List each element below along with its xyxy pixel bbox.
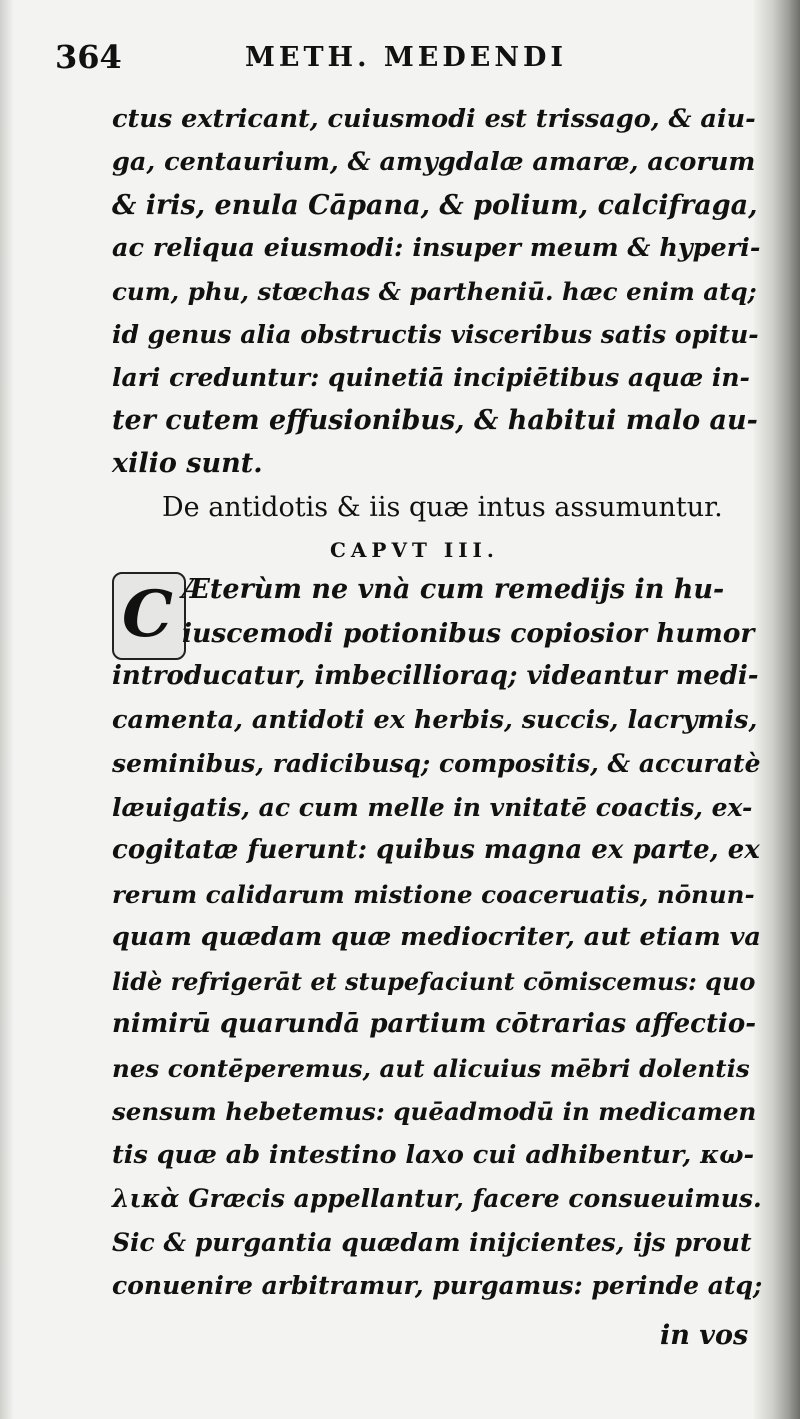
- catchword: in vos: [660, 1320, 749, 1351]
- text-line: cum, phu, stœchas & partheniū. hæc enim atq;: [112, 277, 757, 306]
- text-line: iuscemodi potionibus copiosior humor: [182, 617, 755, 649]
- text-line: Sic & purgantia quædam inijcientes, ijs prout: [112, 1227, 752, 1257]
- text-line: nes contēperemus, aut alicuius mēbri dolentis: [112, 1053, 750, 1083]
- paragraph-2: [112, 568, 762, 1308]
- text-line: camenta, antidoti ex herbis, succis, lacrymis,: [112, 704, 758, 735]
- text-line: tis quæ ab intestino laxo cui adhibentur, κω-: [112, 1139, 755, 1170]
- paragraph-1: [112, 98, 762, 485]
- text-line: læuigatis, ac cum melle in vnitatē coactis, ex-: [112, 792, 753, 822]
- text-line: lidè refrigerāt et stupefaciunt cōmiscemus: quo: [112, 966, 756, 996]
- text-line: nimirū quarundā partium cōtrarias affectio-: [112, 1009, 756, 1039]
- scan-edge-shadow: [0, 0, 14, 1419]
- initial-letter: C: [122, 577, 173, 652]
- text-line: conuenire arbitramur, purgamus: perinde atq;: [112, 1271, 763, 1300]
- text-line: seminibus, radicibusq; compositis, & accuratè: [112, 749, 761, 778]
- page-header: [55, 38, 745, 78]
- section-heading: De antidotis & iis quæ intus assumuntur.: [162, 492, 723, 523]
- text-line: sensum hebetemus: quēadmodū in medicamen: [112, 1097, 757, 1126]
- page-number: 364: [55, 38, 122, 76]
- text-line: quam quædam quæ mediocriter, aut etiam va: [112, 922, 761, 952]
- chapter-label: CAPVT III.: [330, 538, 499, 562]
- text-line: ctus extricant, cuiusmodi est trissago, & aiu-: [112, 104, 756, 134]
- text-line: ga, centaurium, & amygdalæ amaræ, acorum: [112, 147, 756, 177]
- text-line: cogitatæ fuerunt: quibus magna ex parte, ex: [112, 835, 760, 865]
- text-line: introducatur, imbecilliorаq; videantur medi-: [112, 661, 759, 691]
- text-line: id genus alia obstructis visceribus satis opitu-: [112, 320, 759, 349]
- text-line: & iris, enula Cāpana, & polium, calcifraga,: [112, 190, 758, 221]
- running-head: METH. MEDENDI: [245, 42, 568, 73]
- text-line: λικὰ Græcis appellantur, facere consueuimus.: [112, 1184, 762, 1213]
- text-line: xilio sunt.: [112, 448, 263, 479]
- text-line: ac reliqua eiusmodi: insuper meum & hyperi-: [112, 233, 761, 263]
- text-line: rerum calidarum mistione coaceruatis, nōnun-: [112, 879, 755, 909]
- text-line: ter cutem effusionibus, & habitui malo au-: [112, 405, 758, 436]
- text-line: Æterùm ne vnà cum remedijs in hu-: [182, 574, 725, 605]
- text-line: lari creduntur: quinetiā incipiētibus aquæ in-: [112, 363, 750, 392]
